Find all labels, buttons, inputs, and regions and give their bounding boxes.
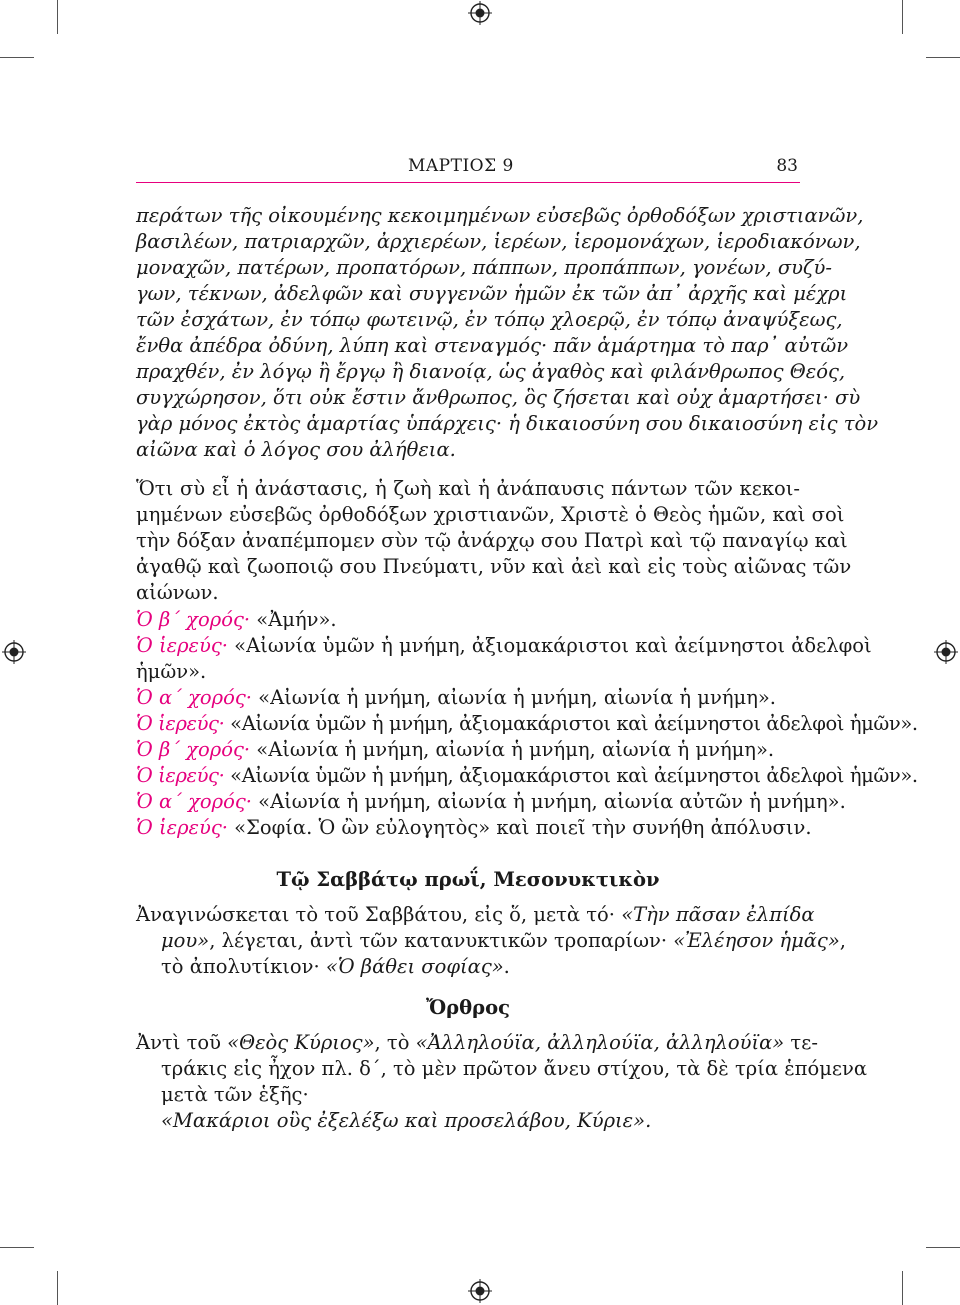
response-text: «Ἀμήν». — [250, 608, 337, 631]
text-line: γων, τέκνων, ἀδελφῶν καὶ συγγενῶν ἡμῶν ἐκ τῶν ἀπ᾽ ἀρχῆς καὶ μέχρι — [136, 282, 848, 305]
text-line: τὴν δόξαν ἀναπέμπομεν σὺν τῷ ἀνάρχῳ σου Πατρὶ καὶ τῷ παναγίῳ καὶ — [136, 529, 848, 552]
response-text: «Αἰωνία ὑμῶν ἡ μνήμη, ἀξιομακάριστοι καὶ ἀείμνηστοι ἀδελφοὶ ἡμῶν». — [224, 712, 918, 735]
crop-mark — [926, 57, 960, 58]
crop-mark — [0, 57, 34, 58]
italic-quote: «Θεὸς Κύριος» — [227, 1031, 375, 1054]
text-line: «Μακάριοι οὓς ἐξελέξω καὶ προσελάβου, Κύριε». — [161, 1109, 652, 1132]
crop-mark — [926, 1247, 960, 1248]
dialogue-line — [136, 685, 800, 711]
registration-mark-right-icon — [934, 640, 958, 664]
dialogue-line — [136, 815, 812, 841]
speaker-rubric: Ὁ β΄ χορός· — [136, 738, 251, 761]
speaker-rubric: Ὁ ἱερεύς· — [136, 634, 228, 657]
text-line: αἰῶνα καὶ ὁ λόγος σου ἀλήθεια. — [136, 438, 456, 461]
registration-mark-bottom-icon — [468, 1279, 492, 1303]
text-line — [136, 902, 815, 928]
section-orthros-body — [136, 1030, 868, 1134]
text-line — [136, 954, 800, 980]
section-mesonyktikon-body — [136, 902, 846, 980]
text-line: μοναχῶν, πατέρων, προπατόρων, πάππων, προπάππων, γονέων, συζύ- — [136, 256, 833, 279]
section-heading: Ὄρθρος — [426, 996, 510, 1019]
text-span: , λέγεται, ἀντὶ τῶν κατανυκτικῶν τροπαρίων· — [209, 929, 674, 952]
italic-quote: «Ὁ βάθει σοφίας» — [325, 955, 504, 978]
text-line: ἔνθα ἀπέδρα ὀδύνη, λύπη καὶ στεναγμός· πᾶν ἁμάρτημα τὸ παρ᾽ αὐτῶν — [136, 334, 849, 357]
registration-mark-left-icon — [2, 640, 26, 664]
response-text: «Αἰωνία ὑμῶν ἡ μνήμη, ἀξιομακάριστοι καὶ ἀείμνηστοι ἀδελφοὶ ἡμῶν». — [224, 764, 918, 787]
text-line: τράκις εἰς ἦχον πλ. δ΄, τὸ μὲν πρῶτον ἄνευ στίχου, τὰ δὲ τρία ἑπόμενα — [161, 1057, 868, 1080]
speaker-rubric: Ὁ α΄ χορός· — [136, 790, 252, 813]
response-text: «Αἰωνία ἡ μνήμη, αἰωνία ἡ μνήμη, αἰωνία ἡ μνήμη». — [250, 738, 775, 761]
text-line: μημένων εὐσεβῶς ὀρθοδόξων χριστιανῶν, Χριστὲ ὁ Θεὸς ἡμῶν, καὶ σοὶ — [136, 503, 845, 526]
italic-quote: μου» — [161, 929, 210, 952]
speaker-rubric: Ὁ α΄ χορός· — [136, 686, 252, 709]
dialogue-line — [136, 633, 872, 659]
text-line: Ὅτι σὺ εἶ ἡ ἀνάστασις, ἡ ζωὴ καὶ ἡ ἀνάπαυσις πάντων τῶν κεκοι- — [136, 477, 800, 500]
text-line: βασιλέων, πατριαρχῶν, ἀρχιερέων, ἱερέων, ἱερομονάχων, ἱεροδιακόνων, — [136, 230, 861, 253]
crop-mark — [57, 1271, 58, 1305]
text-line: πραχθέν, ἐν λόγῳ ἢ ἔργῳ ἢ διανοίᾳ, ὡς ἀγαθὸς καὶ φιλάνθρωπος Θεός, — [136, 360, 846, 383]
speaker-rubric: Ὁ β΄ χορός· — [136, 608, 251, 631]
section-orthros — [136, 995, 800, 1021]
response-text: «Αἰωνία ἡ μνήμη, αἰωνία ἡ μνήμη, αἰωνία αὐτῶν ἡ μνήμη». — [251, 790, 846, 813]
crop-mark — [902, 1271, 903, 1305]
dialogue-line — [136, 763, 918, 789]
running-header — [136, 156, 800, 183]
crop-mark — [0, 1247, 34, 1248]
dialogue-line — [136, 607, 800, 633]
dialogue-line — [136, 789, 846, 815]
italic-quote: «Ἀλληλούϊα, ἀλληλούϊα, ἀλληλούϊα» — [415, 1031, 785, 1054]
italic-quote: «Τὴν πᾶσαν ἐλπίδα — [621, 903, 815, 926]
dialogue-line — [136, 737, 800, 763]
text-span: τὸ ἀπολυτίκιον· — [161, 955, 326, 978]
text-line — [136, 1030, 818, 1056]
ekphonesis — [136, 476, 852, 606]
speaker-rubric: Ὁ ἱερεύς· — [136, 712, 225, 735]
section-heading: Τῷ Σαββάτῳ πρωΐ, Μεσονυκτικὸν — [276, 868, 660, 891]
dialogue — [136, 607, 918, 841]
response-text: «Αἰωνία ὑμῶν ἡ μνήμη, ἀξιομακάριστοι καὶ ἀείμνηστοι ἀδελφοὶ — [227, 634, 872, 657]
text-line: συγχώρησον, ὅτι οὐκ ἔστιν ἄνθρωπος, ὃς ζήσεται καὶ οὐχ ἁμαρτήσει· σὺ — [136, 386, 861, 409]
text-line: αἰώνων. — [136, 581, 219, 604]
response-text: «Αἰωνία ἡ μνήμη, αἰωνία ἡ μνήμη, αἰωνία ἡ μνήμη». — [251, 686, 777, 709]
text-line: γὰρ μόνος ἐκτὸς ἁμαρτίας ὑπάρχεις· ἡ δικαιοσύνη σου δικαιοσύνη εἰς τὸν — [136, 412, 879, 435]
text-span: . — [503, 955, 510, 978]
text-line: ἀγαθῷ καὶ ζωοποιῷ σου Πνεύματι, νῦν καὶ ἀεὶ καὶ εἰς τοὺς αἰῶνας τῶν — [136, 555, 852, 578]
response-text: «Σοφία. Ὁ ὢν εὐλογητὸς» καὶ ποιεῖ τὴν συνήθη ἀπόλυσιν. — [227, 816, 812, 839]
text-span: Ἀναγινώσκεται τὸ τοῦ Σαββάτου, εἰς ὅ, μετὰ τό· — [136, 903, 622, 926]
header-title: ΜΑΡΤΙΟΣ 9 — [408, 156, 514, 176]
page-number: 83 — [776, 156, 798, 176]
text-span: , — [839, 929, 846, 952]
dialogue-line — [136, 711, 918, 737]
dialogue-line: ἡμῶν». — [136, 660, 207, 683]
text-line: τῶν ἐσχάτων, ἐν τόπῳ φωτεινῷ, ἐν τόπῳ χλοερῷ, ἐν τόπῳ ἀναψύξεως, — [136, 308, 843, 331]
crop-mark — [57, 0, 58, 34]
italic-quote: «Ἐλέησον ἡμᾶς» — [673, 929, 840, 952]
text-span: Ἀντὶ τοῦ — [136, 1031, 228, 1054]
speaker-rubric: Ὁ ἱερεύς· — [136, 816, 228, 839]
speaker-rubric: Ὁ ἱερεύς· — [136, 764, 225, 787]
text-line — [136, 928, 846, 954]
text-span: , τὸ — [374, 1031, 416, 1054]
crop-mark — [902, 0, 903, 34]
section-mesonyktikon — [136, 867, 800, 893]
text-line: μετὰ τῶν ἑξῆς· — [161, 1083, 309, 1106]
text-span: τε- — [784, 1031, 818, 1054]
registration-mark-top-icon — [468, 1, 492, 25]
commemoration-prayer — [136, 203, 879, 463]
text-line: περάτων τῆς οἰκουμένης κεκοιμημένων εὐσεβῶς ὀρθοδόξων χριστιανῶν, — [136, 204, 864, 227]
